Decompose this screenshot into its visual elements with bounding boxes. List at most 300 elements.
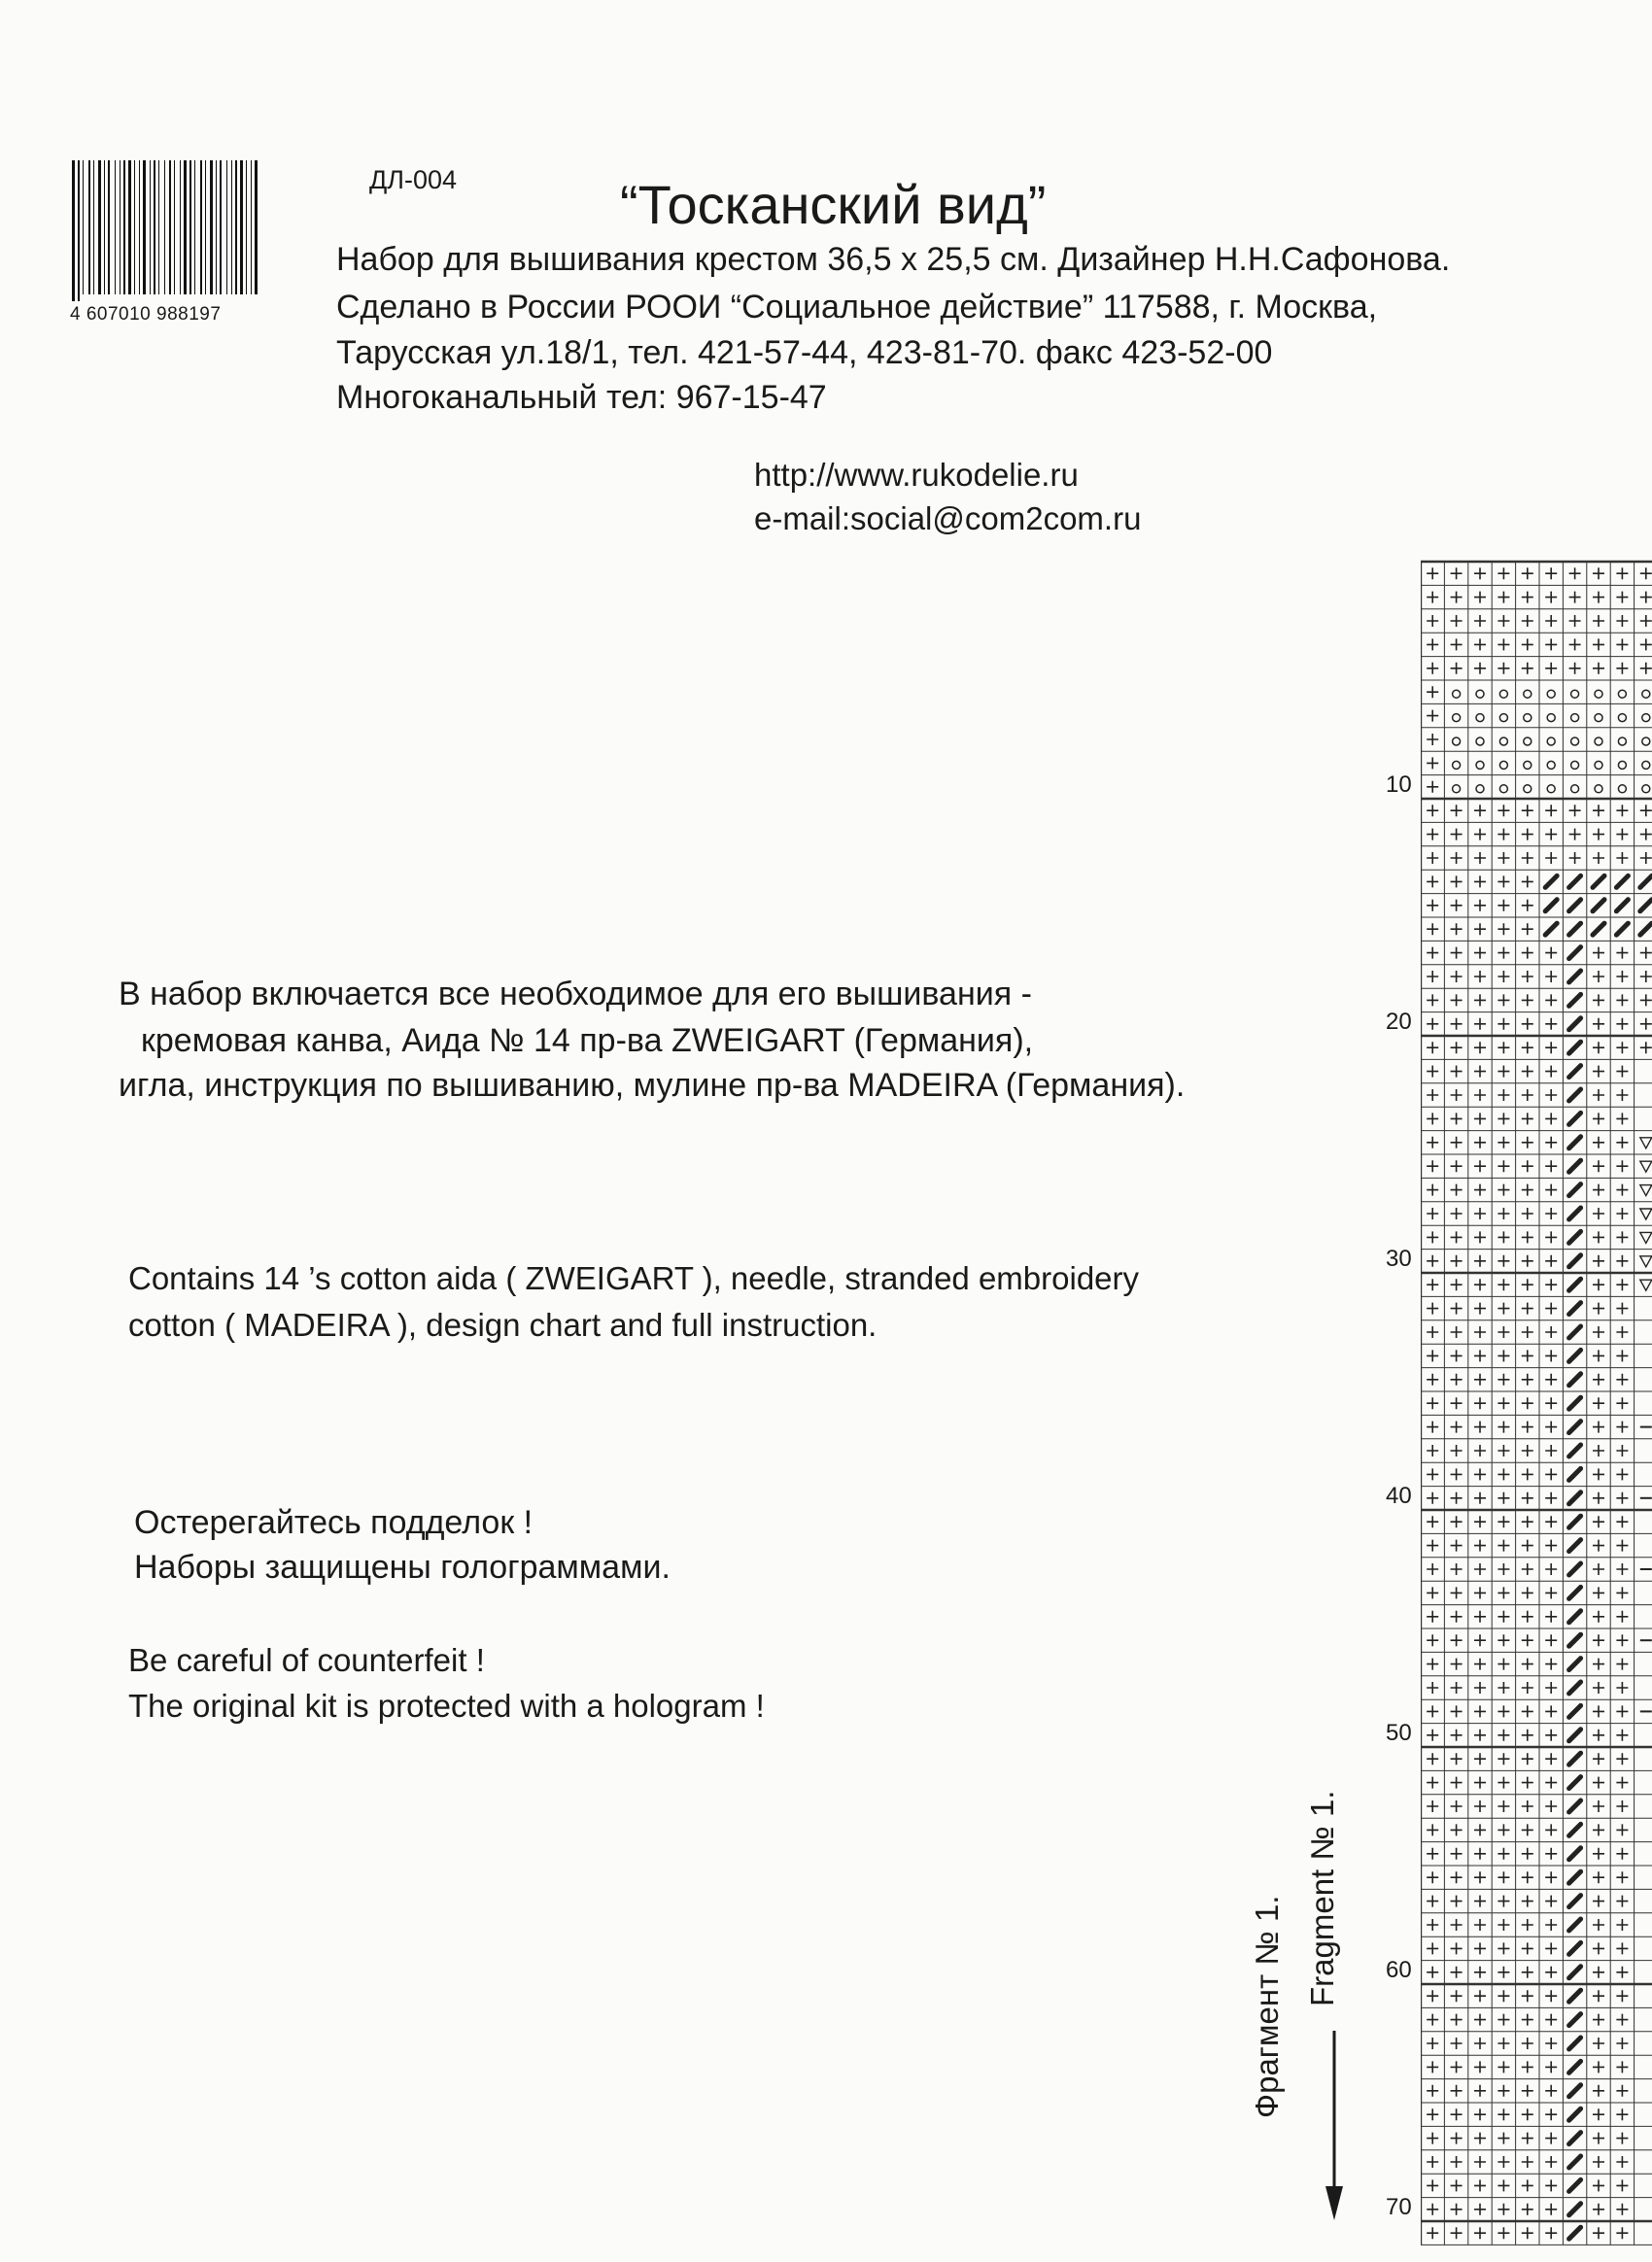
stitch-mark xyxy=(1616,1563,1628,1575)
stitch-mark xyxy=(1569,1871,1581,1883)
stitch-mark xyxy=(1524,690,1532,698)
stitch-mark xyxy=(1497,1066,1509,1078)
stitch-mark xyxy=(1640,1042,1652,1053)
stitch-mark xyxy=(1569,2204,1581,2215)
stitch-mark xyxy=(1616,1184,1628,1196)
stitch-mark xyxy=(1522,875,1533,887)
stitch-mark xyxy=(1474,1160,1486,1172)
barcode-bar xyxy=(220,160,222,294)
stitch-mark xyxy=(1474,1753,1486,1765)
stitch-mark xyxy=(1497,971,1509,982)
stitch-mark xyxy=(1451,1777,1463,1789)
stitch-mark xyxy=(1616,2108,1628,2120)
stitch-mark xyxy=(1451,1303,1463,1315)
stitch-mark xyxy=(1569,1682,1581,1694)
stitch-mark xyxy=(1616,2227,1628,2239)
stitch-mark xyxy=(1451,1871,1463,1883)
stitch-mark xyxy=(1593,1492,1604,1504)
stitch-mark xyxy=(1545,2085,1557,2097)
header-line-address: Тарусская ул.18/1, тел. 421-57-44, 423-81-70. факс 423-52-00 xyxy=(336,334,1273,371)
stitch-mark xyxy=(1593,1255,1604,1267)
stitch-mark xyxy=(1545,1563,1557,1575)
stitch-mark xyxy=(1545,1848,1557,1860)
stitch-mark xyxy=(1427,1303,1438,1315)
stitch-mark xyxy=(1569,1659,1581,1670)
stitch-mark xyxy=(1451,1326,1463,1338)
stitch-mark xyxy=(1427,1350,1438,1361)
stitch-mark xyxy=(1451,852,1463,864)
stitch-mark xyxy=(1474,994,1486,1006)
stitch-mark xyxy=(1569,1634,1581,1646)
stitch-mark xyxy=(1616,1422,1628,1433)
stitch-mark xyxy=(1522,1422,1533,1433)
barcode-bar xyxy=(88,160,90,294)
stitch-mark xyxy=(1593,1848,1604,1860)
stitch-mark xyxy=(1569,1611,1581,1623)
barcode-bar xyxy=(189,160,191,294)
stitch-mark xyxy=(1569,1942,1581,1954)
stitch-mark xyxy=(1497,1705,1509,1717)
stitch-mark xyxy=(1640,971,1652,982)
stitch-mark xyxy=(1616,1919,1628,1931)
stitch-mark xyxy=(1593,1705,1604,1717)
stitch-mark xyxy=(1474,1967,1486,1978)
stitch-mark xyxy=(1427,1990,1438,2002)
stitch-mark xyxy=(1571,737,1579,745)
stitch-mark xyxy=(1569,1184,1581,1196)
stitch-mark xyxy=(1569,971,1581,982)
stitch-mark xyxy=(1453,761,1461,769)
stitch-mark xyxy=(1451,1824,1463,1835)
stitch-mark xyxy=(1451,592,1463,603)
stitch-mark xyxy=(1451,1800,1463,1812)
stitch-mark xyxy=(1616,1942,1628,1954)
stitch-mark xyxy=(1522,2108,1533,2120)
header-line-kit: Набор для вышивания крестом 36,5 х 25,5 см. Дизайнер Н.Н.Сафонова. xyxy=(336,241,1451,278)
stitch-mark xyxy=(1593,947,1604,959)
stitch-mark xyxy=(1497,2061,1509,2073)
stitch-mark xyxy=(1522,1350,1533,1361)
stitch-mark xyxy=(1640,994,1652,1006)
stitch-mark xyxy=(1545,1967,1557,1978)
stitch-mark xyxy=(1427,1397,1438,1409)
stitch-mark xyxy=(1427,638,1438,650)
chart-row-label: 10 xyxy=(1386,771,1412,798)
stitch-mark xyxy=(1545,947,1557,959)
stitch-mark xyxy=(1522,1563,1533,1575)
stitch-mark xyxy=(1616,1705,1628,1717)
stitch-mark xyxy=(1593,2227,1604,2239)
stitch-mark xyxy=(1451,1611,1463,1623)
stitch-mark xyxy=(1616,2133,1628,2144)
stitch-mark xyxy=(1497,2085,1509,2097)
stitch-mark xyxy=(1427,1137,1438,1148)
stitch-mark xyxy=(1474,1848,1486,1860)
barcode-bar xyxy=(98,160,101,294)
stitch-mark xyxy=(1427,1089,1438,1101)
stitch-mark xyxy=(1474,1208,1486,1219)
stitch-mark xyxy=(1451,615,1463,627)
stitch-mark xyxy=(1616,1540,1628,1552)
stitch-mark xyxy=(1545,1089,1557,1101)
warning-ru-line-2: Наборы защищены голограммами. xyxy=(134,1549,671,1586)
fragment-label-ru: Фрагмент № 1. xyxy=(1249,1895,1285,2118)
stitch-mark xyxy=(1569,1018,1581,1030)
stitch-mark xyxy=(1569,1896,1581,1907)
stitch-mark xyxy=(1451,1540,1463,1552)
stitch-mark xyxy=(1497,1445,1509,1457)
stitch-mark xyxy=(1616,1587,1628,1598)
stitch-mark xyxy=(1451,1137,1463,1148)
stitch-mark xyxy=(1616,1634,1628,1646)
stitch-mark xyxy=(1545,615,1557,627)
stitch-mark xyxy=(1642,737,1650,745)
stitch-mark xyxy=(1497,947,1509,959)
stitch-mark xyxy=(1522,567,1533,579)
stitch-mark xyxy=(1451,1468,1463,1480)
stitch-mark xyxy=(1569,592,1581,603)
email-link[interactable]: e-mail:social@com2com.ru xyxy=(754,500,1142,536)
stitch-mark xyxy=(1499,714,1507,722)
chart-row-label: 20 xyxy=(1386,1008,1412,1035)
stitch-mark xyxy=(1616,1611,1628,1623)
stitch-mark xyxy=(1451,1682,1463,1694)
stitch-mark xyxy=(1593,1871,1604,1883)
stitch-mark xyxy=(1545,1255,1557,1267)
stitch-mark xyxy=(1640,875,1652,887)
stitch-mark xyxy=(1476,761,1484,769)
stitch-mark xyxy=(1545,1137,1557,1148)
stitch-mark xyxy=(1595,714,1602,722)
stitch-mark xyxy=(1451,1919,1463,1931)
stitch-mark xyxy=(1569,1468,1581,1480)
stitch-mark xyxy=(1616,1682,1628,1694)
stitch-mark xyxy=(1616,1824,1628,1835)
stitch-mark xyxy=(1547,714,1555,722)
stitch-mark xyxy=(1427,805,1438,816)
stitch-mark xyxy=(1451,567,1463,579)
stitch-mark xyxy=(1569,2038,1581,2049)
stitch-mark xyxy=(1497,1871,1509,1883)
barcode-bar xyxy=(240,160,243,294)
stitch-mark xyxy=(1474,615,1486,627)
stitch-mark xyxy=(1569,852,1581,864)
stitch-mark xyxy=(1474,971,1486,982)
stitch-mark xyxy=(1476,785,1484,793)
barcode-bar xyxy=(108,160,110,294)
stitch-mark xyxy=(1616,1730,1628,1741)
stitch-mark xyxy=(1427,1730,1438,1741)
stitch-mark xyxy=(1522,994,1533,1006)
stitch-mark xyxy=(1497,805,1509,816)
stitch-mark xyxy=(1474,1611,1486,1623)
stitch-mark xyxy=(1569,638,1581,650)
stitch-mark xyxy=(1522,947,1533,959)
stitch-mark xyxy=(1451,1042,1463,1053)
stitch-mark xyxy=(1451,1374,1463,1386)
stitch-mark xyxy=(1522,592,1533,603)
stitch-mark xyxy=(1427,781,1438,793)
stitch-mark xyxy=(1497,1919,1509,1931)
barcode-bar xyxy=(150,160,151,294)
stitch-mark xyxy=(1616,947,1628,959)
stitch-mark xyxy=(1522,1374,1533,1386)
stitch-mark xyxy=(1476,714,1484,722)
stitch-mark xyxy=(1616,994,1628,1006)
stitch-mark xyxy=(1427,1800,1438,1812)
stitch-mark xyxy=(1427,710,1438,722)
stitch-mark xyxy=(1571,761,1579,769)
barcode-bar xyxy=(78,160,80,301)
stitch-mark xyxy=(1427,592,1438,603)
stitch-mark xyxy=(1642,690,1650,698)
stitch-mark xyxy=(1569,1374,1581,1386)
page-title: “Тосканский вид” xyxy=(620,174,1047,235)
stitch-mark xyxy=(1474,1066,1486,1078)
stitch-mark xyxy=(1545,2227,1557,2239)
stitch-mark xyxy=(1569,2156,1581,2168)
stitch-mark xyxy=(1427,1753,1438,1765)
stitch-mark xyxy=(1451,1753,1463,1765)
stitch-mark xyxy=(1474,947,1486,959)
stitch-mark xyxy=(1427,2061,1438,2073)
stitch-mark xyxy=(1593,805,1604,816)
stitch-mark xyxy=(1593,1800,1604,1812)
stitch-chart-grid xyxy=(1421,542,1652,2262)
barcode-bar xyxy=(123,160,125,294)
stitch-mark xyxy=(1427,2179,1438,2191)
stitch-mark xyxy=(1571,785,1579,793)
stitch-mark xyxy=(1427,686,1438,698)
stitch-mark xyxy=(1545,1800,1557,1812)
stitch-mark xyxy=(1547,690,1555,698)
stitch-mark xyxy=(1497,1137,1509,1148)
stitch-mark xyxy=(1522,2085,1533,2097)
stitch-mark xyxy=(1545,852,1557,864)
stitch-mark xyxy=(1569,2014,1581,2026)
stitch-mark xyxy=(1497,2133,1509,2144)
stitch-mark xyxy=(1593,2179,1604,2191)
stitch-mark xyxy=(1522,852,1533,864)
warning-en-line-1: Be careful of counterfeit ! xyxy=(128,1642,485,1678)
stitch-mark xyxy=(1451,2204,1463,2215)
stitch-mark xyxy=(1497,1896,1509,1907)
stitch-mark xyxy=(1427,757,1438,769)
stitch-mark xyxy=(1545,1730,1557,1741)
stitch-mark xyxy=(1593,2108,1604,2120)
stitch-mark xyxy=(1593,592,1604,603)
stitch-mark xyxy=(1522,638,1533,650)
stitch-mark xyxy=(1569,1919,1581,1931)
stitch-mark xyxy=(1569,1255,1581,1267)
stitch-mark xyxy=(1427,900,1438,911)
stitch-mark xyxy=(1524,785,1532,793)
stitch-mark xyxy=(1474,1516,1486,1527)
stitch-mark xyxy=(1427,1042,1438,1053)
stitch-mark xyxy=(1593,1730,1604,1741)
stitch-mark xyxy=(1451,1492,1463,1504)
stitch-mark xyxy=(1545,1468,1557,1480)
barcode-bar xyxy=(164,160,165,294)
stitch-mark xyxy=(1569,1587,1581,1598)
fragment-label-en: Fragment № 1. xyxy=(1304,1790,1340,2006)
stitch-mark xyxy=(1474,1113,1486,1124)
website-link[interactable]: http://www.rukodelie.ru xyxy=(754,457,1079,493)
stitch-mark xyxy=(1451,1896,1463,1907)
stitch-mark xyxy=(1427,1422,1438,1433)
stitch-mark xyxy=(1451,805,1463,816)
stitch-mark xyxy=(1593,1184,1604,1196)
barcode-bar xyxy=(235,160,237,294)
stitch-mark xyxy=(1569,2108,1581,2120)
stitch-mark xyxy=(1474,1303,1486,1315)
stitch-mark xyxy=(1616,829,1628,840)
stitch-mark xyxy=(1547,761,1555,769)
stitch-mark xyxy=(1569,1279,1581,1290)
stitch-mark xyxy=(1569,994,1581,1006)
stitch-mark xyxy=(1451,1018,1463,1030)
stitch-mark xyxy=(1497,1682,1509,1694)
stitch-mark xyxy=(1497,1563,1509,1575)
stitch-mark xyxy=(1593,1967,1604,1978)
stitch-mark xyxy=(1497,1848,1509,1860)
stitch-mark xyxy=(1474,1730,1486,1741)
stitch-mark xyxy=(1545,567,1557,579)
stitch-mark xyxy=(1522,1871,1533,1883)
stitch-mark xyxy=(1522,1848,1533,1860)
stitch-mark xyxy=(1593,1397,1604,1409)
barcode-bar xyxy=(143,160,146,294)
stitch-mark xyxy=(1427,829,1438,840)
stitch-mark xyxy=(1616,1279,1628,1290)
stitch-mark xyxy=(1474,663,1486,674)
barcode-bar xyxy=(216,160,217,294)
stitch-mark xyxy=(1427,1942,1438,1954)
stitch-mark xyxy=(1593,1611,1604,1623)
stitch-mark xyxy=(1497,852,1509,864)
stitch-mark xyxy=(1545,2014,1557,2026)
stitch-mark xyxy=(1497,1492,1509,1504)
stitch-mark xyxy=(1545,663,1557,674)
stitch-mark xyxy=(1451,1113,1463,1124)
stitch-mark xyxy=(1593,1540,1604,1552)
stitch-mark xyxy=(1497,2014,1509,2026)
stitch-mark xyxy=(1474,1326,1486,1338)
stitch-mark xyxy=(1569,1848,1581,1860)
stitch-mark xyxy=(1593,2061,1604,2073)
stitch-mark xyxy=(1474,1492,1486,1504)
stitch-mark xyxy=(1569,663,1581,674)
stitch-mark xyxy=(1522,1279,1533,1290)
stitch-mark xyxy=(1593,1659,1604,1670)
stitch-mark xyxy=(1451,1066,1463,1078)
stitch-mark xyxy=(1593,615,1604,627)
stitch-mark xyxy=(1545,1445,1557,1457)
stitch-mark xyxy=(1569,2085,1581,2097)
barcode-bar xyxy=(210,160,213,294)
stitch-mark xyxy=(1474,1018,1486,1030)
stitch-mark xyxy=(1427,1871,1438,1883)
stitch-mark xyxy=(1497,900,1509,911)
stitch-mark xyxy=(1522,2014,1533,2026)
down-arrow-icon xyxy=(1324,2031,1345,2220)
stitch-mark xyxy=(1547,737,1555,745)
stitch-mark xyxy=(1593,2133,1604,2144)
barcode-bar xyxy=(184,160,187,294)
stitch-mark xyxy=(1616,1777,1628,1789)
stitch-mark xyxy=(1569,1563,1581,1575)
stitch-mark xyxy=(1569,1516,1581,1527)
stitch-mark xyxy=(1453,785,1461,793)
stitch-mark xyxy=(1451,994,1463,1006)
stitch-mark xyxy=(1595,761,1602,769)
stitch-mark xyxy=(1427,1279,1438,1290)
stitch-mark xyxy=(1616,1397,1628,1409)
stitch-mark xyxy=(1640,900,1652,911)
stitch-mark xyxy=(1522,1089,1533,1101)
stitch-mark xyxy=(1474,805,1486,816)
stitch-mark xyxy=(1616,971,1628,982)
stitch-mark xyxy=(1569,1303,1581,1315)
stitch-mark xyxy=(1497,1231,1509,1243)
stitch-mark xyxy=(1427,1848,1438,1860)
stitch-mark xyxy=(1593,994,1604,1006)
stitch-mark xyxy=(1593,1160,1604,1172)
stitch-mark xyxy=(1524,714,1532,722)
stitch-mark xyxy=(1474,1563,1486,1575)
stitch-mark xyxy=(1474,1990,1486,2002)
stitch-mark xyxy=(1427,1967,1438,1978)
stitch-mark xyxy=(1545,1942,1557,1954)
stitch-mark xyxy=(1427,2133,1438,2144)
stitch-mark xyxy=(1497,2204,1509,2215)
stitch-mark xyxy=(1474,592,1486,603)
stitch-mark xyxy=(1522,2156,1533,2168)
stitch-mark xyxy=(1474,923,1486,935)
stitch-mark xyxy=(1497,1113,1509,1124)
stitch-mark xyxy=(1616,1492,1628,1504)
stitch-mark xyxy=(1616,1326,1628,1338)
stitch-mark xyxy=(1453,690,1461,698)
stitch-mark xyxy=(1497,1730,1509,1741)
stitch-mark xyxy=(1451,638,1463,650)
stitch-mark xyxy=(1569,2061,1581,2073)
stitch-mark xyxy=(1640,1232,1652,1243)
barcode xyxy=(70,160,259,325)
stitch-mark xyxy=(1474,900,1486,911)
stitch-mark xyxy=(1593,1374,1604,1386)
stitch-mark xyxy=(1499,690,1507,698)
stitch-mark xyxy=(1427,1184,1438,1196)
stitch-mark xyxy=(1474,2038,1486,2049)
stitch-mark xyxy=(1640,1018,1652,1030)
stitch-mark xyxy=(1593,1445,1604,1457)
stitch-mark xyxy=(1569,1422,1581,1433)
stitch-mark xyxy=(1569,1160,1581,1172)
stitch-mark xyxy=(1499,761,1507,769)
barcode-bar xyxy=(205,160,206,294)
stitch-mark xyxy=(1427,1066,1438,1078)
stitch-mark xyxy=(1497,1326,1509,1338)
stitch-mark xyxy=(1545,900,1557,911)
stitch-mark xyxy=(1545,1042,1557,1053)
stitch-mark xyxy=(1571,714,1579,722)
stitch-mark xyxy=(1640,805,1652,816)
stitch-mark xyxy=(1427,1777,1438,1789)
stitch-mark xyxy=(1497,1374,1509,1386)
stitch-mark xyxy=(1640,829,1652,840)
stitch-mark xyxy=(1593,1113,1604,1124)
